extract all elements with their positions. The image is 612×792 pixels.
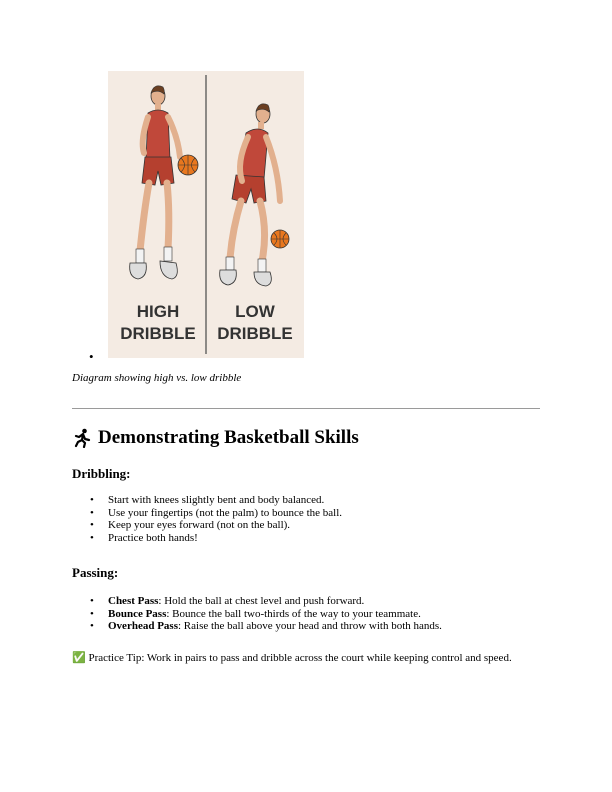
pass-term: Chest Pass [108,595,159,607]
figure-caption: Diagram showing high vs. low dribble [72,372,242,384]
low-label-line2: DRIBBLE [217,324,293,343]
section-heading [72,427,359,449]
practice-tip [72,652,534,665]
dribble-diagram [108,71,304,358]
list-item: • Keep your eyes forward (not on the ball). [72,519,342,532]
dribbling-heading: Dribbling: [72,466,131,481]
list-item: • Chest Pass: Hold the ball at chest level and push forward. [72,595,442,608]
horizontal-rule [72,408,540,409]
high-dribble-player [130,86,198,279]
running-person-icon [72,428,92,448]
list-item: • Practice both hands! [72,532,342,545]
list-item: • Start with knees slightly bent and body balanced. [72,494,342,507]
list-item: • Overhead Pass: Raise the ball above your head and throw with both hands. [72,620,442,633]
high-label-line2: DRIBBLE [120,324,196,343]
list-item: • Use your fingertips (not the palm) to bounce the ball. [72,507,342,520]
low-dribble-player [220,104,289,286]
dribbling-list [72,494,342,544]
passing-list [72,595,442,633]
low-label-line1: LOW [235,302,275,321]
pass-term: Bounce Pass [108,607,167,620]
high-label-line1: HIGH [136,302,180,321]
section-title: Demonstrating Basketball Skills [98,427,359,448]
figure-bullet: • [89,349,94,364]
check-icon: ✅ [72,652,86,664]
pass-term: Overhead Pass [108,620,178,633]
passing-heading: Passing: [72,565,119,580]
practice-tip-text: Practice Tip: Work in pairs to pass and dribble across the court while keeping control and speed. [85,652,512,664]
dribble-illustration [108,71,304,358]
list-item: • Bounce Pass: Bounce the ball two-thirds of the way to your teammate. [72,608,442,621]
